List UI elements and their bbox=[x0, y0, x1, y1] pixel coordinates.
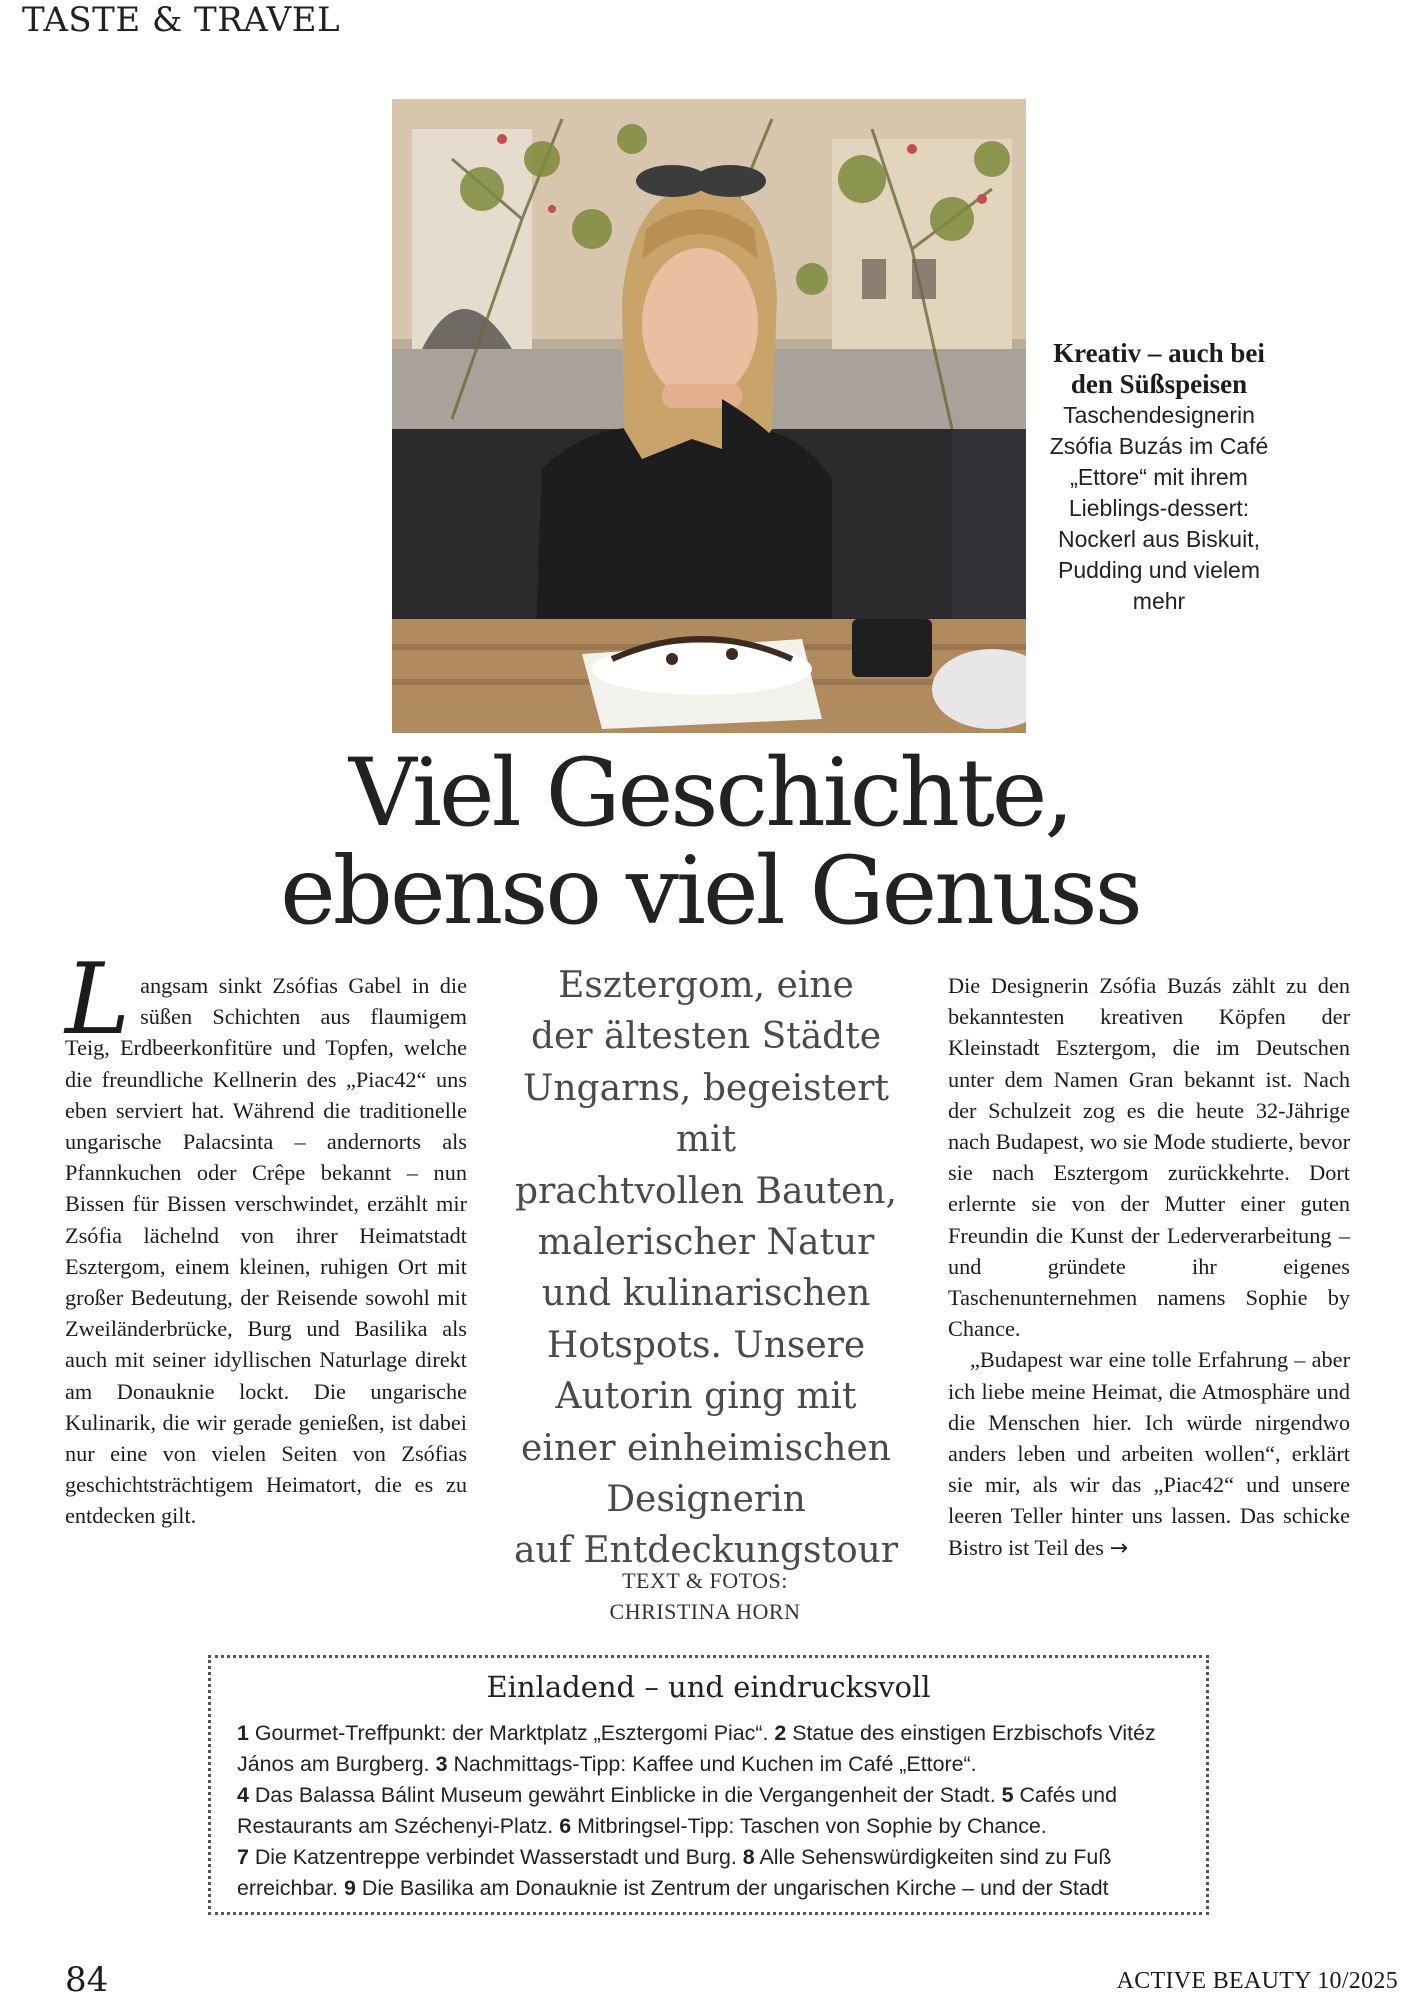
article-column-1 bbox=[65, 943, 467, 1532]
caption-title: Kreativ – auch bei den Süßspeisen bbox=[1053, 338, 1265, 399]
teaser-line: prachtvollen Bauten, bbox=[514, 1170, 897, 1212]
byline-label: TEXT & FOTOS: bbox=[622, 1568, 788, 1593]
drop-cap: L bbox=[65, 943, 131, 1057]
info-item-number: 3 bbox=[435, 1752, 448, 1776]
headline-line-1: Viel Geschichte, bbox=[348, 739, 1072, 848]
column-1-text: angsam sinkt Zsófias Gabel in die süßen Schichten aus flaumigem Teig, Erdbeerkonfitüre und Topfen, welche die freundliche Kellnerin des „Piac42“ uns eben serviert hat. Während die traditionelle ungarische Palacsinta – andernorts als Pfannkuchen oder Crêpe bekannt – nun Bissen für Bissen verschwindet, erzählt mir Zsófia lächelnd von ihrer Heimatstadt Esztergom, einem kleinen, ruhigen Ort mit großer Bedeutung, der Reisende sowohl mit Zweiländerbrücke, Burg und Basilika als auch mit seiner idyllischen Naturlage direkt am Donauknie lockt. Die ungarische Kulinarik, die wir gerade genießen, ist dabei nur eine von vielen Seiten von Zsófias geschichtsträchtigem Heimatort, die es zu entdecken gilt. bbox=[65, 973, 467, 1529]
teaser-line: der ältesten Städte bbox=[530, 1016, 882, 1058]
byline-author: CHRISTINA HORN bbox=[609, 1599, 801, 1624]
info-item-number: 1 bbox=[237, 1721, 249, 1745]
info-item-text: Statue des einstigen Erzbischofs Vitéz János am Burgberg. bbox=[237, 1721, 1156, 1776]
info-item-number: 5 bbox=[1001, 1783, 1014, 1807]
info-item-number: 9 bbox=[344, 1876, 356, 1900]
headline bbox=[150, 739, 1270, 946]
teaser-line: und kulinarischen bbox=[541, 1273, 871, 1315]
teaser-line: Ungarns, begeistert mit bbox=[523, 1067, 889, 1161]
info-box-title: Einladend – und eindrucksvoll bbox=[486, 1670, 931, 1704]
info-item-text: Das Balassa Bálint Museum gewährt Einblicke in die Vergangenheit der Stadt. bbox=[254, 1783, 996, 1807]
info-item-number: 6 bbox=[559, 1814, 572, 1838]
info-item-text: Nachmittags-Tipp: Kaffee und Kuchen im Café „Ettore“. bbox=[453, 1752, 977, 1776]
teaser-line: Esztergom, eine bbox=[558, 965, 854, 1006]
byline bbox=[540, 1565, 870, 1627]
page-number: 84 bbox=[65, 1960, 109, 2000]
cafe-photo bbox=[392, 99, 1026, 733]
article-column-3 bbox=[948, 970, 1350, 1564]
photo-caption bbox=[1040, 338, 1278, 617]
teaser-line: malerischer Natur bbox=[537, 1222, 875, 1264]
teaser-line: auf Entdeckungstour bbox=[513, 1530, 899, 1572]
caption-body: Taschendesignerin Zsófia Buzás im Café „Ettore“ mit ihrem Lieblings-dessert: Nockerl aus Biskuit, Pudding und vielem mehr bbox=[1049, 402, 1269, 614]
teaser-line: Designerin bbox=[606, 1479, 806, 1521]
column-3-paragraph-text: „Budapest war eine tolle Erfahrung – aber ich liebe meine Heimat, die Atmosphäre und die Menschen hier. Ich würde nirgendwo anders leben und arbeiten wollen“, erklärt sie mir, als wir das „Piac42“ und unsere leeren Teller hinter uns lassen. Das schicke Bistro ist Teil des bbox=[948, 1347, 1350, 1560]
info-item-text: Alle Sehenswürdigkeiten sind zu Fuß erreichbar. bbox=[237, 1845, 1112, 1900]
teaser-line: Autorin ging mit bbox=[555, 1376, 857, 1418]
teaser-column bbox=[500, 960, 912, 1577]
section-label: TASTE & TRAVEL bbox=[22, 0, 341, 40]
info-item-text: Mitbringsel-Tipp: Taschen von Sophie by Chance. bbox=[577, 1814, 1047, 1838]
column-3-paragraph: Die Designerin Zsófia Buzás zählt zu den bekanntesten kreativen Köpfen der Kleinstadt Esztergom, die im Deutschen unter dem Namen Gran bekannt ist. Nach der Schulzeit zog es die heute 32-Jährige nach Budapest, wo sie Mode studierte, bevor sie nach Esztergom zurückkehrte. Dort erlernte sie von der Mutter einer guten Freundin die Kunst der Lederverarbeitung – und gründete ihr eigenes Taschenunternehmen namens Sophie by Chance. bbox=[948, 973, 1350, 1342]
teaser-line: Hotspots. Unsere bbox=[546, 1324, 866, 1366]
magazine-issue: ACTIVE BEAUTY 10/2025 bbox=[1116, 1968, 1398, 1994]
teaser-line: einer einheimischen bbox=[521, 1427, 891, 1469]
photo-illustration bbox=[392, 99, 1026, 733]
column-3-paragraph bbox=[948, 1344, 1350, 1563]
info-item-text: Die Katzentreppe verbindet Wasserstadt und Burg. bbox=[254, 1845, 737, 1869]
info-item-number: 2 bbox=[774, 1721, 787, 1745]
info-item-text: Gourmet-Treffpunkt: der Marktplatz „Esztergomi Piac“. bbox=[254, 1721, 769, 1745]
headline-line-2: ebenso viel Genuss bbox=[280, 837, 1140, 946]
info-item-number: 7 bbox=[237, 1845, 249, 1869]
info-item-number: 4 bbox=[237, 1783, 249, 1807]
info-item-text: Die Basilika am Donauknie ist Zentrum der ungarischen Kirche – und der Stadt bbox=[361, 1876, 1109, 1900]
continue-arrow-icon: → bbox=[1109, 1535, 1128, 1561]
info-item-text: Cafés und Restaurants am Széchenyi-Platz. bbox=[237, 1783, 1117, 1838]
info-box bbox=[208, 1655, 1209, 1915]
info-box-list bbox=[237, 1718, 1187, 1904]
info-item-number: 8 bbox=[742, 1845, 755, 1869]
